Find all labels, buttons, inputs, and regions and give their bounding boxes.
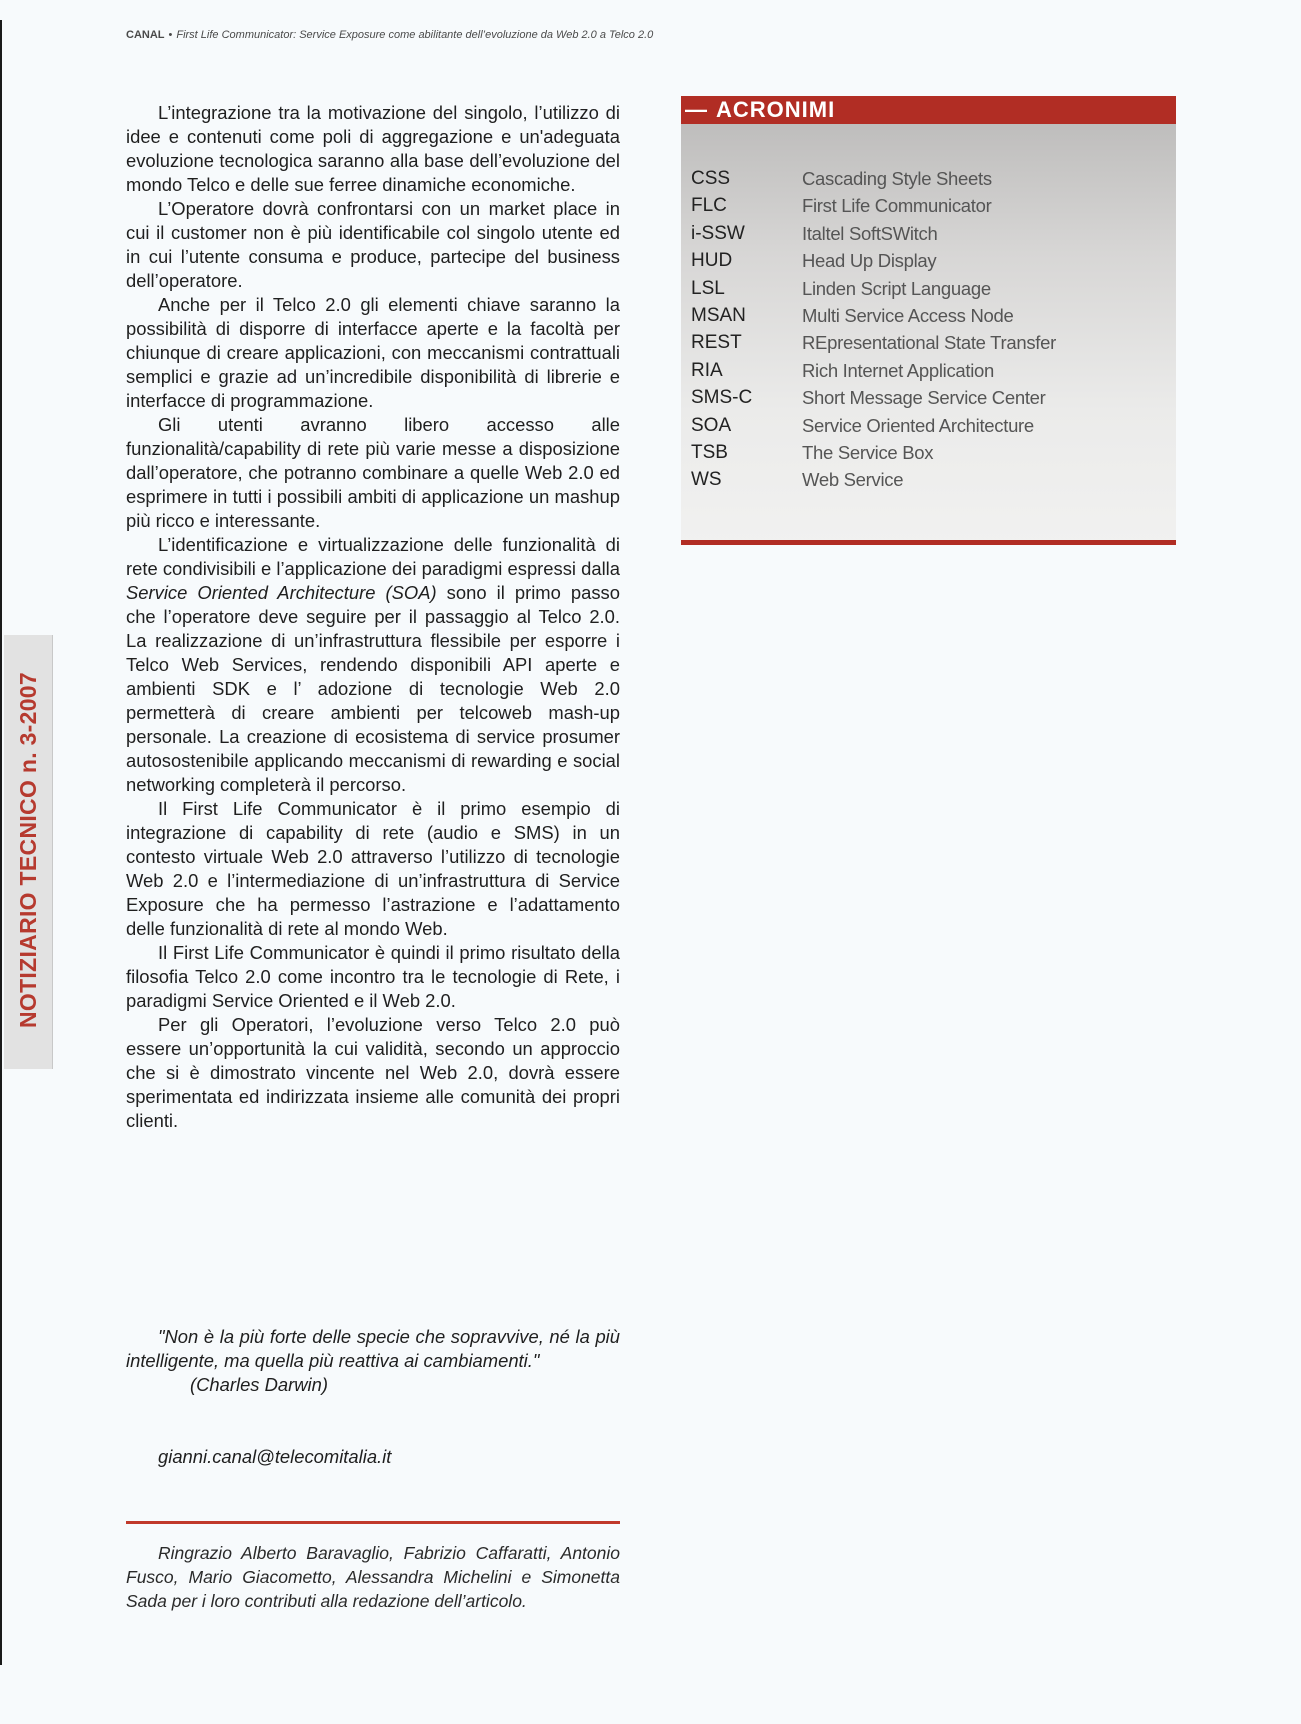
body-paragraph: Anche per il Telco 2.0 gli elementi chiave saranno la possibilità di disporre di interfacce aperte e la facoltà per chiunque di creare applicazioni, con meccanismi contrattuali semplici e grazie ad un’incredibile disponibilità di librerie e interfacce di programmazione.: [126, 294, 620, 411]
acronym-row: [691, 165, 1171, 192]
author-email-link[interactable]: gianni.canal@telecomitalia.it: [158, 1446, 392, 1467]
body-paragraph-soa-intro: L’identificazione e virtualizzazione delle funzionalità di rete condivisibili e l’applicazione dei paradigmi espressi dalla: [126, 534, 620, 579]
acronym-abbr: REST: [691, 332, 742, 354]
acronym-abbr: HUD: [691, 250, 733, 272]
header-author: CANAL: [126, 29, 165, 41]
acronym-definition: Multi Service Access Node: [802, 304, 1014, 326]
acronym-definition: Short Message Service Center: [802, 387, 1046, 409]
side-journal-label: NOTIZIARIO TECNICO n. 3-2007: [15, 672, 41, 1029]
acronym-definition: Linden Script Language: [802, 277, 991, 299]
body-paragraph: Il First Life Communicator è il primo esempio di integrazione di capability di rete (audio e SMS) in un contesto virtuale Web 2.0 attraverso l’utilizzo di tecnologie Web 2.0 e l’intermediazione di un’infrastruttura di Service Exposure che ha permesso l’astrazione e l’adattamento delle funzionalità di rete al mondo Web.: [126, 798, 620, 939]
header-bullet: •: [168, 29, 173, 41]
acronym-row: [691, 275, 1171, 302]
acronym-definition: Service Oriented Architecture: [802, 414, 1034, 436]
body-paragraph: Gli utenti avranno libero accesso alle funzionalità/capability di rete più varie messe a disposizione dall’operatore, che potranno combinare a quelle Web 2.0 ed esprimere in tutti i possibili ambiti di applicazione un mashup più ricco e interessante.: [126, 414, 620, 531]
acronym-abbr: FLC: [691, 195, 727, 217]
acknowledgement-divider: [126, 1521, 620, 1524]
acronym-row: [691, 192, 1171, 219]
acronym-row: [691, 466, 1171, 493]
acronym-definition: Rich Internet Application: [802, 359, 995, 381]
acronym-abbr: MSAN: [691, 304, 746, 326]
left-page-rule: [0, 20, 2, 1665]
acronym-abbr: SOA: [691, 414, 732, 436]
acronym-abbr: CSS: [691, 168, 731, 189]
acronym-definition: Cascading Style Sheets: [802, 168, 992, 189]
body-paragraph: Per gli Operatori, l’evoluzione verso Telco 2.0 può essere un’opportunità la cui validità, secondo un approccio che si è dimostrato vincente nel Web 2.0, dovrà essere sperimentata ed indirizzata insieme alle comunità dei propri clienti.: [126, 1014, 620, 1131]
acronym-abbr: RIA: [691, 359, 723, 381]
acronym-definition: REpresentational State Transfer: [802, 332, 1056, 354]
acronyms-list: [691, 165, 1171, 494]
acronym-row: [691, 302, 1171, 329]
acronym-definition: Web Service: [802, 469, 904, 491]
quote-attribution: (Charles Darwin): [190, 1374, 328, 1395]
acronyms-box: [681, 96, 1176, 545]
acronym-abbr: i-SSW: [691, 222, 745, 244]
quote-text: "Non è la più forte delle specie che sopravvive, né la più intelligente, ma quella più reattiva ai cambiamenti.": [126, 1326, 620, 1371]
body-paragraph: L’integrazione tra la motivazione del singolo, l’utilizzo di idee e contenuti come poli di aggregazione e un'adeguata evoluzione tecnologica saranno alla base dell’evoluzione del mondo Telco e delle sue ferree dinamiche economiche.: [126, 102, 620, 195]
acronym-row: [691, 357, 1171, 384]
acronym-definition: Head Up Display: [802, 250, 937, 272]
acronym-row: [691, 247, 1171, 274]
acronym-row: [691, 384, 1171, 411]
acronyms-bottom-rule: [681, 540, 1176, 545]
acronyms-title: ACRONIMI: [716, 97, 836, 122]
acronym-definition: The Service Box: [802, 441, 934, 463]
acronym-abbr: LSL: [691, 277, 725, 299]
acronyms-header: [681, 96, 1176, 124]
closing-quote: [126, 1325, 620, 1397]
soa-term: Service Oriented Architecture (SOA): [126, 582, 437, 603]
acronym-abbr: TSB: [691, 441, 728, 463]
acknowledgement-text: Ringrazio Alberto Baravaglio, Fabrizio Caffaratti, Antonio Fusco, Mario Giacometto, Alessandra Michelini e Simonetta Sada per i loro contributi alla redazione dell’articolo.: [126, 1543, 620, 1611]
acronym-row: [691, 439, 1171, 466]
acronyms-header-dash: —: [685, 97, 708, 122]
acronym-definition: Italtel SoftSWitch: [802, 222, 938, 244]
acronym-definition: First Life Communicator: [802, 195, 992, 217]
acknowledgement: [126, 1541, 620, 1613]
acronym-row: [691, 412, 1171, 439]
body-paragraph: L’Operatore dovrà confrontarsi con un market place in cui il customer non è più identificabile col singolo utente ed in cui l’utente consuma e produce, partecipe del business dell’operatore.: [126, 198, 620, 291]
acronym-abbr: SMS-C: [691, 387, 753, 409]
body-paragraph-soa: [126, 533, 620, 797]
acronym-abbr: WS: [691, 469, 722, 491]
header-title: First Life Communicator: Service Exposure come abilitante dell’evoluzione da Web 2.0 a Telco 2.0: [176, 29, 654, 41]
body-paragraph: Il First Life Communicator è quindi il primo risultato della filosofia Telco 2.0 come incontro tra le tecnologie di Rete, i paradigmi Service Oriented e il Web 2.0.: [126, 942, 620, 1011]
running-header: [126, 29, 653, 41]
body-paragraph-soa-rest: sono il primo passo che l’operatore deve seguire per il passaggio al Telco 2.0. La realizzazione di un’infrastruttura flessibile per esporre i Telco Web Services, rendendo disponibili API aperte e ambienti SDK e l’ adozione di tecnologie Web 2.0 permetterà di creare ambienti per telcoweb mash-up personale. La creazione di ecosistema di service prosumer autosostenibile applicando meccanismi di rewarding e social networking completerà il percorso.: [126, 582, 620, 795]
acronym-row: [691, 329, 1171, 356]
acronym-row: [691, 220, 1171, 247]
body-column: [126, 101, 620, 1133]
